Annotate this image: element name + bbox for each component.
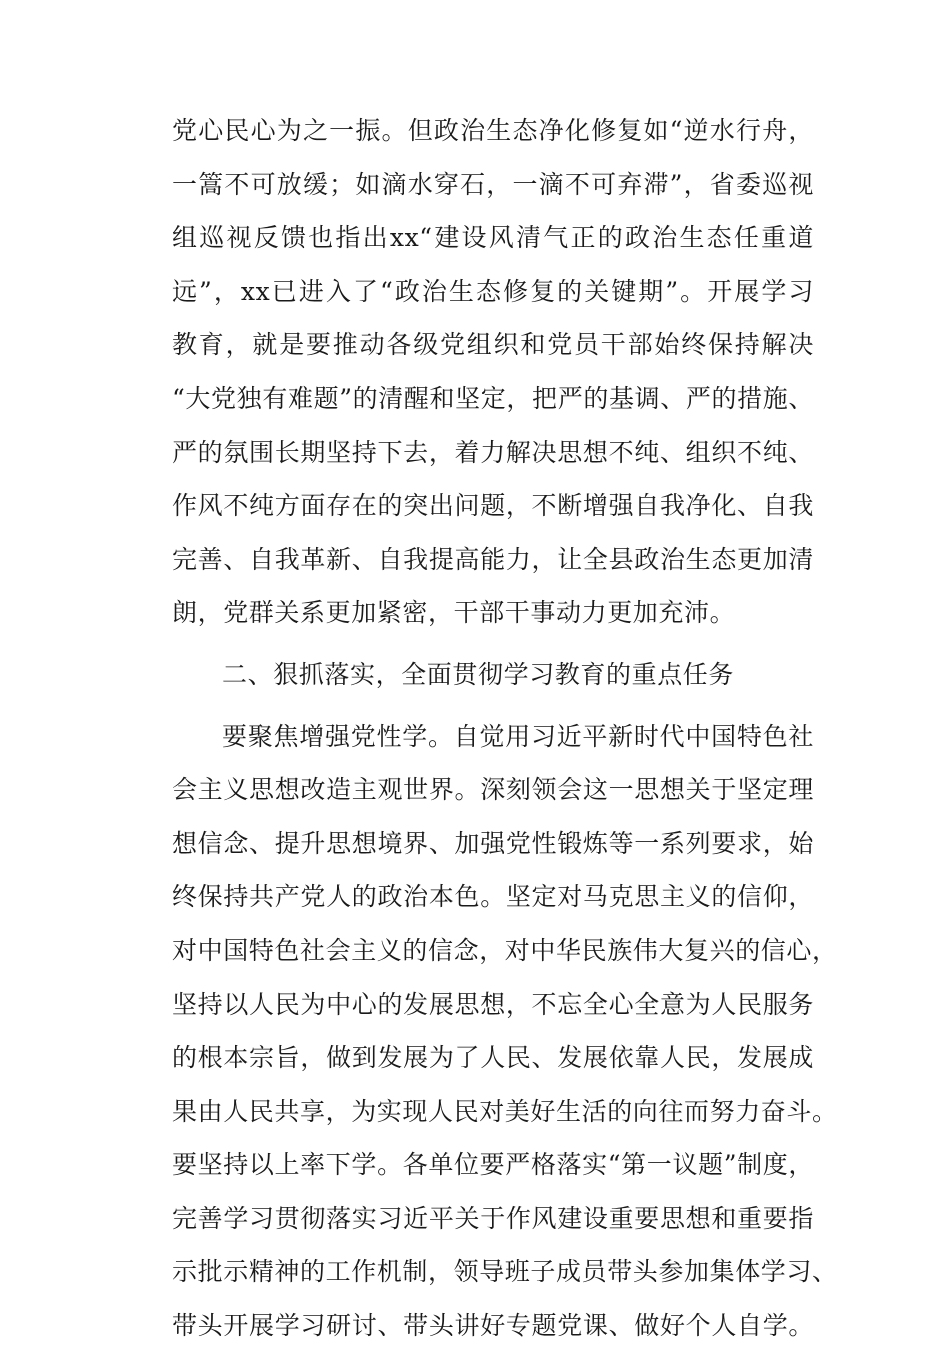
text-line: 坚持以人民为中心的发展思想，不忘全心全意为人民服务 bbox=[172, 989, 814, 1019]
text-line: 作风不纯方面存在的突出问题，不断增强自我净化、自我 bbox=[172, 491, 814, 521]
text-line: 对中国特色社会主义的信念，对中华民族伟大复兴的信心， bbox=[172, 935, 838, 965]
document-body bbox=[172, 104, 838, 1353]
spacer bbox=[172, 640, 822, 648]
section-heading bbox=[172, 648, 822, 702]
text-line: 完善、自我革新、自我提高能力，让全县政治生态更加清 bbox=[172, 544, 814, 574]
text-line: 完善学习贯彻落实习近平关于作风建设重要思想和重要指 bbox=[172, 1203, 814, 1233]
text-line: 要聚焦增强党性学。自觉用习近平新时代中国特色社 bbox=[222, 721, 814, 751]
text-line: 果由人民共享，为实现人民对美好生活的向往而努力奋斗。 bbox=[172, 1096, 838, 1126]
text-line: 会主义思想改造主观世界。深刻领会这一思想关于坚定理 bbox=[172, 775, 814, 805]
text-line: 要坚持以上率下学。各单位要严格落实“第一议题”制度， bbox=[172, 1150, 814, 1180]
paragraph-2 bbox=[172, 710, 838, 1353]
text-line: 朗，党群关系更加紧密，干部干事动力更加充沛。 bbox=[172, 598, 736, 628]
spacer bbox=[172, 702, 822, 710]
heading-2: 二、狠抓落实，全面贯彻学习教育的重点任务 bbox=[222, 659, 735, 689]
text-line: 党心民心为之一振。但政治生态净化修复如“逆水行舟， bbox=[172, 116, 814, 145]
text-line: 示批示精神的工作机制，领导班子成员带头参加集体学习、 bbox=[172, 1257, 838, 1287]
text-line: 想信念、提升思想境界、加强党性锻炼等一系列要求，始 bbox=[172, 828, 814, 858]
text-line: 一篙不可放缓；如滴水穿石，一滴不可弃滞”，省委巡视 bbox=[172, 169, 814, 199]
text-line: “大党独有难题”的清醒和坚定，把严的基调、严的措施、 bbox=[172, 383, 814, 413]
text-line: 带头开展学习研讨、带头讲好专题党课、做好个人自学。 bbox=[172, 1311, 814, 1341]
text-line: 严的氛围长期坚持下去，着力解决思想不纯、组织不纯、 bbox=[172, 437, 814, 467]
paragraph-1 bbox=[172, 104, 822, 640]
text-line: 终保持共产党人的政治本色。坚定对马克思主义的信仰， bbox=[172, 882, 814, 912]
text-line: 远”，xx已进入了“政治生态修复的关键期”。开展学习 bbox=[172, 276, 814, 306]
text-line: 组巡视反馈也指出xx“建设风清气正的政治生态任重道 bbox=[172, 223, 814, 253]
text-line: 教育，就是要推动各级党组织和党员干部始终保持解决 bbox=[172, 330, 814, 360]
text-line: 的根本宗旨，做到发展为了人民、发展依靠人民，发展成 bbox=[172, 1043, 814, 1073]
